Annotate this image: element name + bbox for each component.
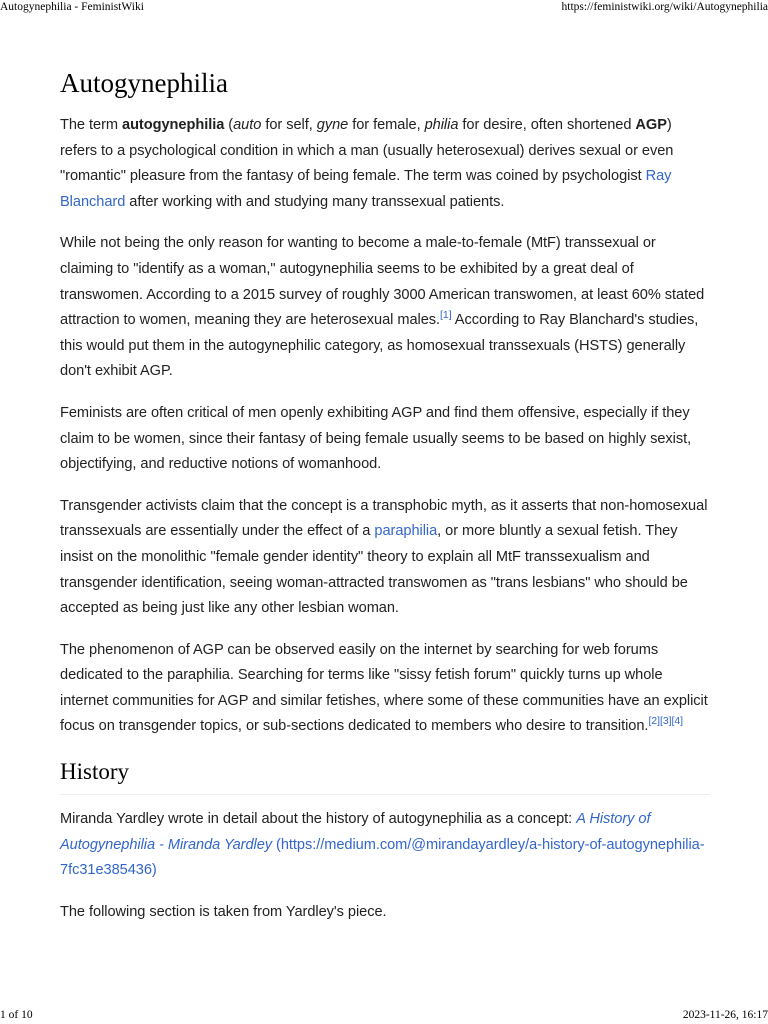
- term-italic: auto: [233, 117, 262, 133]
- paragraph-survey: [60, 231, 710, 385]
- print-header: [0, 0, 768, 14]
- paragraph-internet: [60, 638, 710, 740]
- text: (: [224, 117, 234, 133]
- term-italic: philia: [424, 117, 459, 133]
- section-heading-history: History: [60, 756, 710, 795]
- term-bold: autogynephilia: [122, 117, 225, 133]
- paragraph-activists: [60, 494, 710, 622]
- reference-1[interactable]: [440, 309, 452, 321]
- print-footer: [0, 1008, 768, 1022]
- abbreviation-bold: AGP: [635, 117, 667, 133]
- text: for self,: [261, 117, 317, 133]
- term-italic: gyne: [316, 117, 349, 133]
- text: ) refers to a psychological condition in which a man (usually heterosexual) derives sexual or even "romantic" pleasure from the fantasy of being female. The term was coined by psychologist: [60, 117, 674, 185]
- text: Miranda Yardley wrote in detail about the history of autogynephilia as a concept:: [60, 811, 577, 828]
- link-ray-blanchard[interactable]: Ray Blanchard: [60, 168, 672, 210]
- reference-link-3[interactable]: [3]: [659, 715, 672, 728]
- article-content: [60, 64, 710, 941]
- text: , or more bluntly a sexual fetish. They insist on the monolithic "female gender identity" theory to explain all MtF transsexualism and transgender identification, seeing woman-attracted transwomen as "trans lesbians" who should be accepted as being just like any other lesbian woman.: [60, 523, 688, 617]
- link-paraphilia[interactable]: paraphilia: [374, 523, 438, 540]
- reference-link-4[interactable]: [4]: [671, 715, 684, 728]
- paragraph-feminists: Feminists are often critical of men openly exhibiting AGP and find them offensive, especially if they claim to be women, since their fantasy of being female usually seems to be based on highly sexist, objectifying, and reductive notions of womanhood.: [60, 404, 692, 473]
- text: after working with and studying many transsexual patients.: [125, 193, 505, 210]
- references-2-4: [648, 716, 683, 728]
- reference-link-1[interactable]: [1]: [440, 309, 452, 322]
- text: for desire, often shortened: [458, 117, 636, 133]
- reference-link-2[interactable]: [2]: [648, 715, 660, 728]
- page-title: Autogynephilia: [60, 68, 228, 98]
- print-datetime: 2023-11-26, 16:17: [682, 1009, 768, 1021]
- link-url: (https://medium.com/@mirandayardley/a-history-of-autogynephilia-7fc31e385436): [60, 836, 705, 879]
- text: According to Ray Blanchard's studies, this would put them in the autogynephilic category, as homosexual transsexuals (HSTS) generally don't exhibit AGP.: [60, 312, 699, 380]
- link-title: A History of Autogynephilia - Miranda Yardley: [60, 811, 651, 853]
- paragraph-history: [60, 807, 710, 884]
- text: for female,: [348, 117, 425, 133]
- text: Transgender activists claim that the concept is a transphobic myth, as it asserts that non-homosexual transsexuals are essentially under the effect of a: [60, 497, 708, 540]
- print-header-url: https://feministwiki.org/wiki/Autogynephilia: [561, 1, 768, 13]
- text: The term: [60, 117, 122, 133]
- text: The phenomenon of AGP can be observed easily on the internet by searching for web forums dedicated to the paraphilia. Searching for terms like "sissy fetish forum" quickly turns up whole internet communities for AGP and similar fetishes, where some of these communities have an explicit focus on transgender topics, or sub-sections dedicated to members who desire to transition.: [60, 641, 708, 735]
- print-header-title: Autogynephilia - FeministWiki: [0, 1, 144, 13]
- paragraph-intro: [60, 113, 710, 215]
- page-number: 1 of 10: [0, 1009, 33, 1021]
- paragraph-following: The following section is taken from Yardley's piece.: [60, 903, 387, 920]
- text: While not being the only reason for wanting to become a male-to-female (MtF) transsexual or claiming to "identify as a woman," autogynephilia seems to be exhibited by a great deal of transwomen. According to a 2015 survey of roughly 3000 American transwomen, at least 60% stated attraction to women, meaning they are heterosexual males.: [60, 235, 705, 329]
